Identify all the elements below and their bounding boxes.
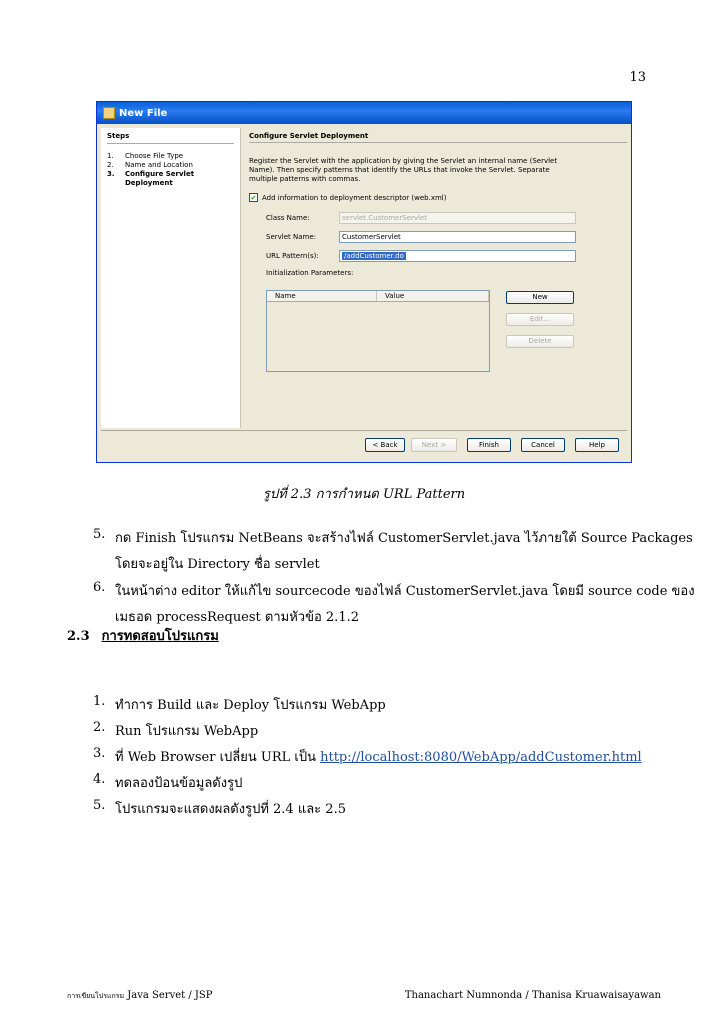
list-item-text: ทดลองป้อนข้อมูลดังรูป — [115, 776, 243, 791]
list-item-text-cont: เมธอด processRequest ตามหัวข้อ 2.1.2 — [115, 610, 359, 625]
url-pattern-field[interactable] — [339, 250, 576, 262]
step-label: Name and Location — [125, 161, 193, 169]
step-item: 1. Choose File Type — [107, 152, 184, 160]
steps-panel — [101, 128, 241, 428]
name-column-header[interactable]: Name — [267, 291, 377, 301]
next-button[interactable]: Next > — [411, 438, 457, 452]
dialog-title: New File — [119, 107, 168, 119]
step-label: Choose File Type — [125, 152, 184, 160]
section-heading — [67, 625, 219, 646]
section-number: 2.3 — [67, 629, 90, 644]
edit-param-button[interactable]: Edit... — [506, 313, 574, 326]
list-number: 4. — [93, 772, 106, 787]
dialog-titlebar — [97, 102, 631, 124]
class-name-field: servlet.CustomerServlet — [339, 212, 576, 224]
finish-button[interactable]: Finish — [467, 438, 511, 452]
cancel-button[interactable]: Cancel — [521, 438, 565, 452]
steps-heading: Steps — [107, 132, 234, 144]
servlet-name-field[interactable]: CustomerServlet — [339, 231, 576, 243]
list-item-text: โปรแกรมจะแสดงผลดังรูปที่ 2.4 และ 2.5 — [115, 802, 346, 817]
list-number: 1. — [93, 694, 106, 709]
list-item-text: ทำการ Build และ Deploy โปรแกรม WebApp — [115, 698, 386, 713]
list-item-text-cont: โดยจะอยู่ใน Directory ชื่อ servlet — [115, 557, 320, 572]
list-number: 5. — [93, 527, 106, 542]
webapp-url-link[interactable]: http://localhost:8080/WebApp/addCustomer.html — [320, 750, 642, 765]
new-file-icon — [103, 107, 115, 119]
footer-prefix: การเขียนโปรแกรม — [67, 992, 125, 1000]
init-params-label: Initialization Parameters: — [266, 269, 354, 277]
step-item-current: 3. Configure Servlet Deployment — [107, 170, 234, 188]
list-item-text: กด Finish โปรแกรม NetBeans จะสร้างไฟล์ CustomerServlet.java ไว้ภายใต้ Source Packages — [115, 531, 693, 546]
list-item-text: ในหน้าต่าง editor ให้แก้ไข sourcecode ของไฟล์ CustomerServlet.java โดยมี source code ของ — [115, 584, 695, 599]
delete-param-button[interactable]: Delete — [506, 335, 574, 348]
config-panel — [249, 128, 627, 428]
class-name-label: Class Name: — [266, 214, 310, 222]
checkbox-checked-icon[interactable]: ✔ — [250, 194, 257, 202]
url-pattern-value: /addCustomer.do — [344, 252, 404, 260]
init-params-table[interactable] — [266, 290, 490, 372]
step-item: 2. Name and Location — [107, 161, 193, 169]
list-number: 6. — [93, 580, 106, 595]
list-number: 2. — [93, 720, 106, 735]
footer-left — [67, 990, 212, 1002]
url-pattern-label: URL Pattern(s): — [266, 252, 319, 260]
section-title: การทดสอบโปรแกรม — [101, 629, 219, 644]
list-number: 3. — [93, 746, 106, 761]
back-button[interactable]: < Back — [365, 438, 405, 452]
class-name-row — [266, 212, 627, 224]
footer-course: Java Servet / JSP — [124, 990, 213, 1001]
page-number: 13 — [629, 70, 646, 85]
panel-heading: Configure Servlet Deployment — [249, 132, 627, 143]
servlet-name-label: Servlet Name: — [266, 233, 317, 241]
button-separator — [101, 430, 627, 431]
help-button[interactable]: Help — [575, 438, 619, 452]
step-label: Configure Servlet Deployment — [125, 170, 195, 187]
figure-caption: รูปที่ 2.3 การกำหนด URL Pattern — [262, 487, 466, 502]
deployment-descriptor-option[interactable] — [249, 193, 627, 202]
table-header — [267, 291, 489, 302]
list-item-prefix: ที่ Web Browser เปลี่ยน URL เป็น — [115, 750, 321, 765]
value-column-header[interactable]: Value — [377, 291, 489, 301]
list-number: 5. — [93, 798, 106, 813]
list-item-text: Run โปรแกรม WebApp — [115, 724, 259, 739]
footer-authors: Thanachart Numnonda / Thanisa Kruawaisayawan — [404, 990, 661, 1001]
checkbox-label: Add information to deployment descriptor (web.xml) — [262, 193, 447, 202]
panel-description: Register the Servlet with the application by giving the Servlet an internal name (Servlet Name). Then specify patterns that identify the URLs that invoke the Servlet. Separate multiple patterns with commas. — [249, 157, 558, 183]
url-pattern-row — [266, 250, 627, 262]
new-file-dialog-screenshot — [96, 101, 632, 463]
list-item-text — [115, 746, 642, 767]
new-param-button[interactable]: New — [506, 291, 574, 304]
servlet-name-row — [266, 231, 627, 243]
